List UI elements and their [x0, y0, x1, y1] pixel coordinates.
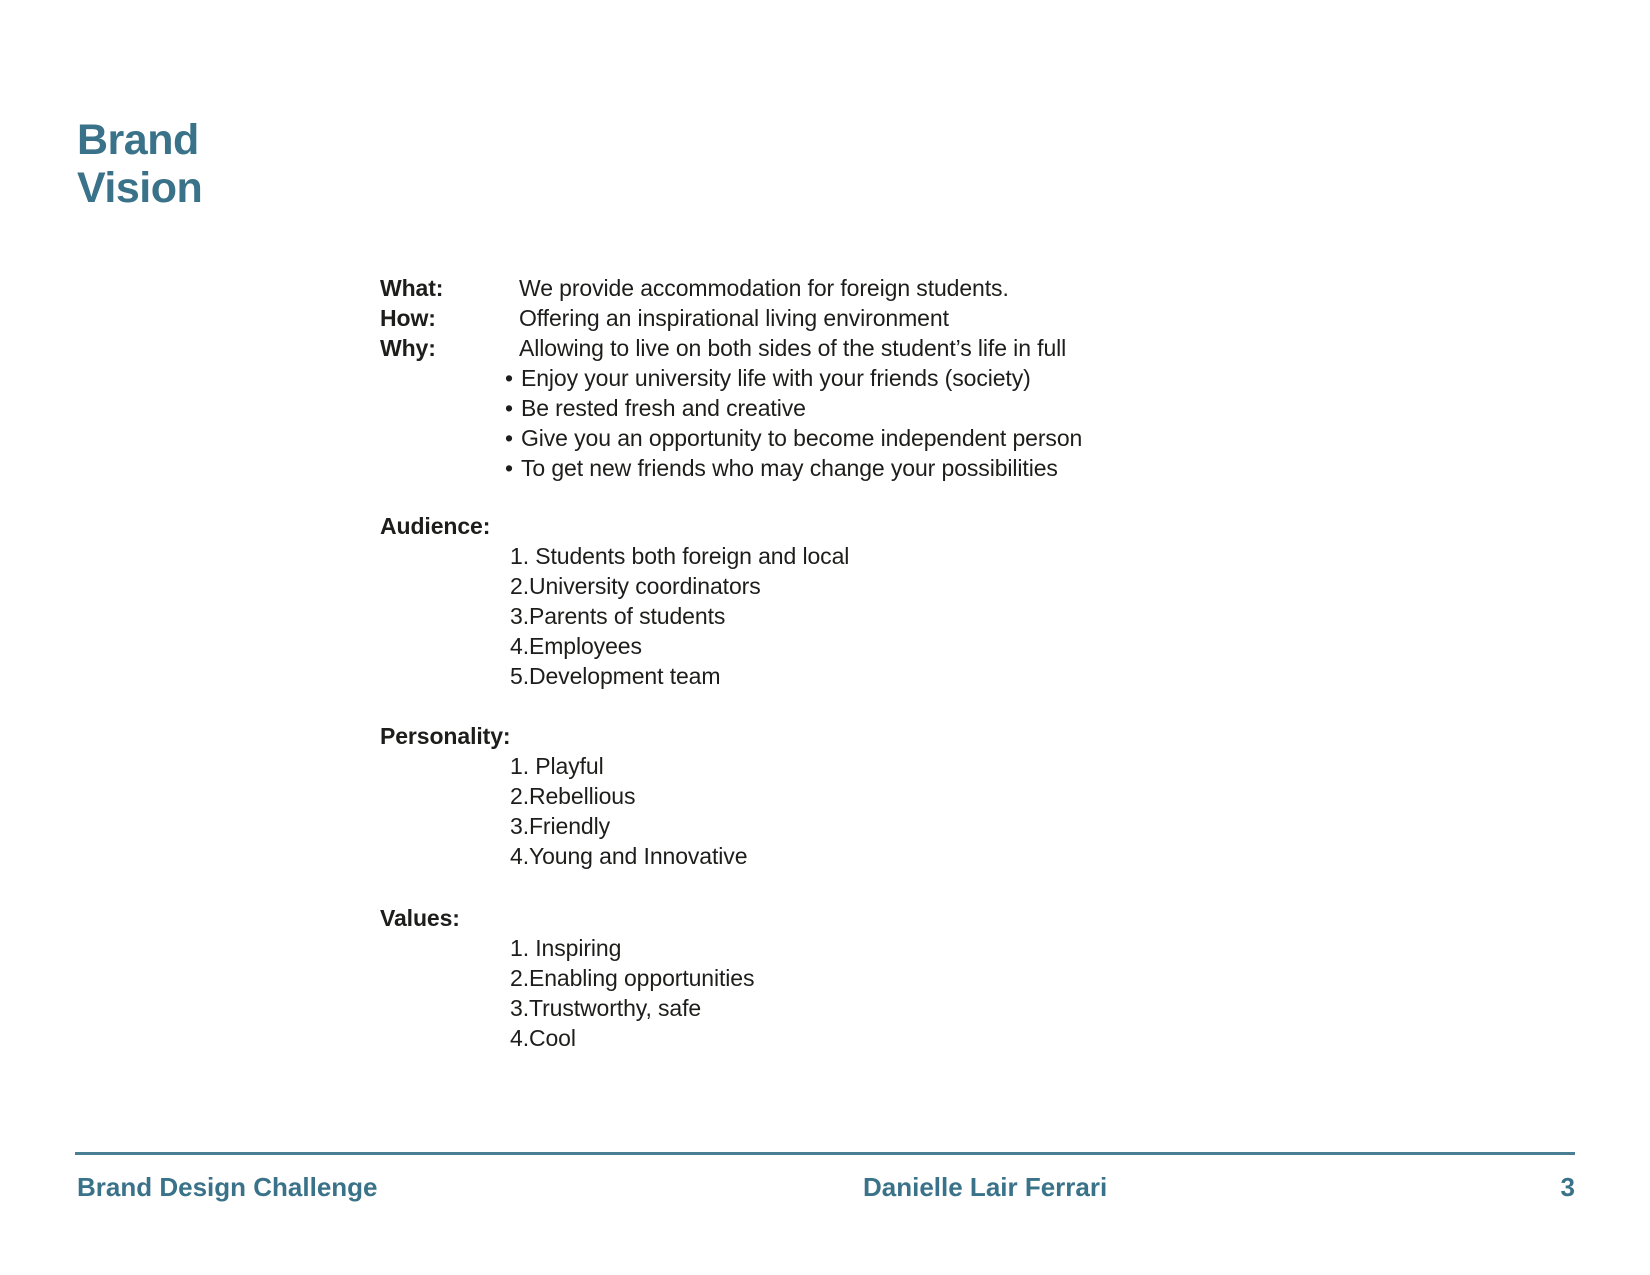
section-heading-values: Values: [380, 905, 460, 931]
vision-text-why: Allowing to live on both sides of the student’s life in full [519, 335, 1067, 361]
list-item: 1. Students both foreign and local [510, 543, 850, 569]
footer-divider [75, 1152, 1575, 1155]
list-item: 2.Rebellious [510, 783, 636, 809]
why-bullet-list [505, 363, 1082, 483]
list-item [505, 453, 1082, 483]
list-item: 3.Friendly [510, 813, 610, 839]
bullet-text: To get new friends who may change your possibilities [520, 455, 1058, 481]
page-title [77, 116, 202, 212]
section-values [380, 903, 1082, 1053]
bullet-text: Give you an opportunity to become independent person [520, 425, 1083, 451]
list-item: 1. Playful [510, 753, 604, 779]
bullet-text: Enjoy your university life with your friends (society) [520, 365, 1031, 391]
bullet-icon: • [505, 365, 513, 391]
list-item: 1. Inspiring [510, 935, 622, 961]
list-item [505, 423, 1082, 453]
page-title-line-2: Vision [77, 164, 203, 212]
vision-label-why: Why: [380, 335, 436, 361]
list-item: 4.Cool [510, 1025, 576, 1051]
vision-label-what: What: [380, 275, 444, 301]
list-item: 2.University coordinators [510, 573, 761, 599]
list-item: 5.Development team [510, 663, 721, 689]
section-heading-personality: Personality: [380, 723, 511, 749]
slide-content [380, 273, 1082, 1053]
list-item: 2.Enabling opportunities [510, 965, 755, 991]
list-item [505, 363, 1082, 393]
section-heading-audience: Audience: [380, 513, 491, 539]
footer-page-number: 3 [1560, 1172, 1575, 1202]
footer-project-title: Brand Design Challenge [77, 1172, 378, 1202]
bullet-text: Be rested fresh and creative [520, 395, 806, 421]
list-item: 4.Employees [510, 633, 642, 659]
page-title-line-1: Brand [77, 116, 199, 164]
vision-row-why [380, 333, 1082, 363]
list-item: 4.Young and Innovative [510, 843, 748, 869]
values-list [510, 933, 1082, 1053]
personality-list [510, 751, 1082, 871]
vision-label-how: How: [380, 305, 436, 331]
section-personality [380, 721, 1082, 871]
bullet-icon: • [505, 455, 513, 481]
list-item: 3.Trustworthy, safe [510, 995, 702, 1021]
vision-text-what: We provide accommodation for foreign students. [519, 275, 1009, 301]
bullet-icon: • [505, 395, 513, 421]
footer-author-name: Danielle Lair Ferrari [863, 1172, 1108, 1202]
list-item: 3.Parents of students [510, 603, 726, 629]
vision-text-how: Offering an inspirational living environment [519, 305, 949, 331]
audience-list [510, 541, 1082, 691]
vision-row-what [380, 273, 1082, 303]
section-audience [380, 511, 1082, 691]
list-item [505, 393, 1082, 423]
bullet-icon: • [505, 425, 513, 451]
vision-row-how [380, 303, 1082, 333]
